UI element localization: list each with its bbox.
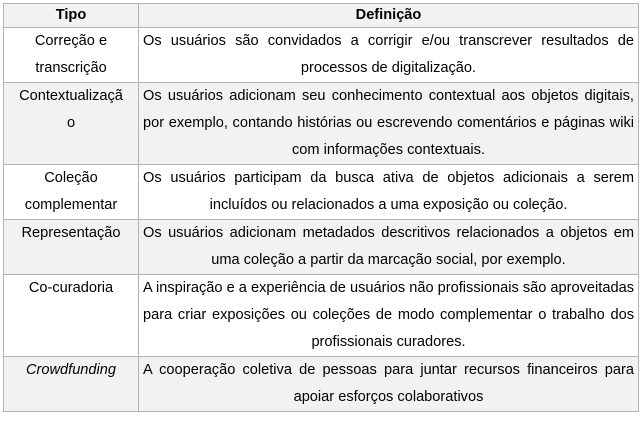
table-header-row — [4, 4, 639, 28]
type-line: transcrição — [35, 60, 107, 76]
definition-cell: Os usuários participam da busca ativa de objetos adicionais a serem incluídos ou relacionados a uma exposição ou coleção. — [139, 165, 639, 220]
table-row — [4, 28, 639, 83]
type-line: complementar — [24, 197, 118, 213]
table-row — [4, 357, 639, 412]
definition-cell: Os usuários adicionam metadados descritivos relacionados a objetos em uma coleção a partir da marcação social, por exemplo. — [139, 220, 639, 275]
definition-cell: A inspiração e a experiência de usuários não profissionais são aproveitadas para criar exposições ou coleções de modo complementar o trabalho dos profissionais curadores. — [139, 275, 639, 357]
table-row — [4, 220, 639, 275]
type-line: Crowdfunding — [25, 362, 117, 378]
type-line: o — [66, 115, 76, 131]
table-row — [4, 275, 639, 357]
header-definicao: Definição — [139, 4, 639, 28]
type-line: Coleção — [44, 170, 98, 186]
type-line: Contextualizaçã — [19, 88, 123, 104]
type-line: Co-curadoria — [28, 280, 114, 296]
type-cell — [4, 220, 139, 275]
type-cell — [4, 165, 139, 220]
type-line: Correção e — [34, 33, 108, 49]
type-cell — [4, 275, 139, 357]
definition-cell: A cooperação coletiva de pessoas para juntar recursos financeiros para apoiar esforços colaborativos — [139, 357, 639, 412]
header-tipo: Tipo — [4, 4, 139, 28]
definition-cell: Os usuários adicionam seu conhecimento contextual aos objetos digitais, por exemplo, contando histórias ou escrevendo comentários e páginas wiki com informações contextuais. — [139, 83, 639, 165]
definition-cell: Os usuários são convidados a corrigir e/ou transcrever resultados de processos de digitalização. — [139, 28, 639, 83]
type-cell — [4, 28, 139, 83]
table-row — [4, 165, 639, 220]
type-cell — [4, 357, 139, 412]
table-row — [4, 83, 639, 165]
definitions-table — [3, 3, 639, 412]
type-cell — [4, 83, 139, 165]
type-line: Representação — [21, 225, 121, 241]
